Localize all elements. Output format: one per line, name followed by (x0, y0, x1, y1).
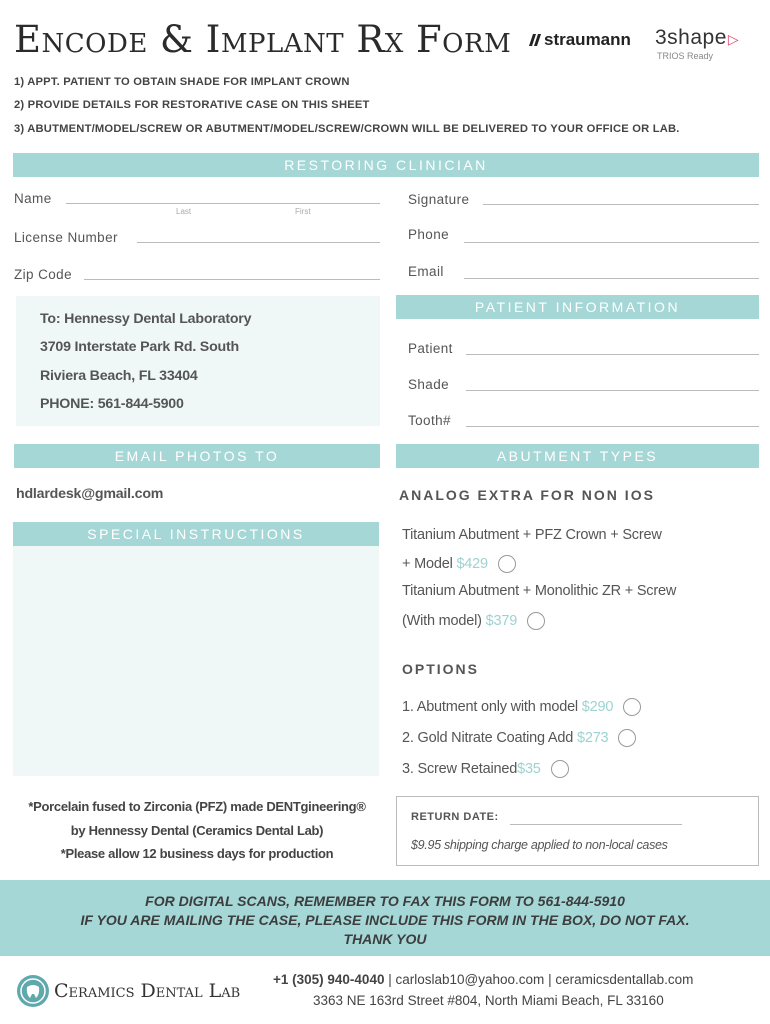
patient-field[interactable] (466, 354, 759, 355)
email-field[interactable] (464, 278, 759, 279)
ceramics-dental-lab-logo-icon (16, 974, 50, 1008)
pfz-note-line2: by Hennessy Dental (Ceramics Dental Lab) (70, 823, 324, 838)
option-2-radio[interactable] (618, 729, 636, 747)
patient-label: Patient (408, 341, 453, 356)
abutment-option-2-line2: (With model) (402, 612, 482, 629)
3shape-triangle-icon: ▷ (727, 31, 740, 47)
last-name-sublabel: Last (176, 207, 192, 216)
option-item (402, 729, 636, 747)
patient-information-heading: PATIENT INFORMATION (396, 295, 759, 319)
return-date-label: RETURN DATE: (411, 811, 499, 823)
address-phone: PHONE: 561-844-5900 (40, 396, 184, 412)
contact-line (273, 972, 693, 987)
option-item (402, 698, 641, 716)
shade-field[interactable] (466, 390, 759, 391)
email-photos-heading: EMAIL PHOTOS TO (14, 444, 380, 468)
abutment-option-2-line1: Titanium Abutment + Monolithic ZR + Screw (402, 583, 677, 599)
straumann-mark-icon (527, 32, 541, 48)
zip-code-field[interactable] (84, 279, 380, 280)
first-name-sublabel: First (295, 207, 311, 216)
form-title: Encode & Implant Rx Form (14, 18, 512, 61)
return-date-box (396, 796, 759, 866)
name-label: Name (14, 191, 52, 206)
email-label: Email (408, 264, 444, 279)
option-2-label: 2. Gold Nitrate Coating Add (402, 729, 574, 746)
contact-website: ceramicsdentallab.com (555, 972, 694, 987)
contact-address: 3363 NE 163rd Street #804, North Miami Beach, FL 33160 (313, 993, 664, 1008)
contact-separator: | (548, 972, 552, 987)
abutment-option-2-radio[interactable] (527, 612, 545, 630)
3shape-logo (655, 26, 739, 50)
abutment-option-1-line1: Titanium Abutment + PFZ Crown + Screw (402, 527, 662, 543)
tooth-field[interactable] (466, 426, 759, 427)
straumann-logo-text: straumann (544, 30, 631, 49)
straumann-logo (527, 30, 631, 50)
contact-separator: | (388, 972, 392, 987)
option-1-price: $290 (581, 698, 614, 715)
signature-field[interactable] (483, 204, 759, 205)
production-time-note: *Please allow 12 business days for production (60, 846, 334, 861)
phone-field[interactable] (464, 242, 759, 243)
tooth-label: Tooth# (408, 413, 451, 428)
signature-label: Signature (408, 192, 470, 207)
analog-extra-subheading: ANALOG EXTRA FOR NON IOS (399, 487, 655, 503)
abutment-option-1-line2: + Model (402, 555, 453, 572)
zip-code-label: Zip Code (14, 267, 72, 282)
address-to: To: Hennessy Dental Laboratory (40, 311, 252, 327)
phone-label: Phone (408, 227, 450, 242)
license-number-label: License Number (14, 230, 118, 245)
contact-email: carloslab10@yahoo.com (395, 972, 545, 987)
return-date-field[interactable] (510, 824, 682, 825)
options-heading: OPTIONS (402, 661, 480, 677)
shade-label: Shade (408, 377, 450, 392)
pfz-note: *Porcelain fused to Zirconia (PFZ) made DENTgineering® (28, 799, 366, 814)
option-3-radio[interactable] (551, 760, 569, 778)
abutment-option-1-price: $429 (456, 555, 488, 572)
special-instructions-field[interactable] (13, 546, 379, 776)
contact-phone: +1 (305) 940-4040 (273, 972, 385, 987)
abutment-option-2-price: $379 (485, 612, 518, 629)
option-1-radio[interactable] (623, 698, 641, 716)
email-photos-address: hdlardesk@gmail.com (16, 486, 164, 502)
license-number-field[interactable] (137, 242, 380, 243)
address-street: 3709 Interstate Park Rd. South (40, 339, 239, 355)
shipping-charge-note: $9.95 shipping charge applied to non-local cases (411, 838, 668, 852)
special-instructions-heading: SPECIAL INSTRUCTIONS (13, 522, 379, 546)
fax-instruction: FOR DIGITAL SCANS, REMEMBER TO FAX THIS FORM TO 561-844-5910 (145, 893, 625, 909)
option-2-price: $273 (576, 729, 609, 746)
option-3-price: $35 (517, 760, 541, 777)
restoring-clinician-heading: RESTORING CLINICIAN (13, 153, 759, 177)
instruction-1: 1) APPT. PATIENT TO OBTAIN SHADE FOR IMPLANT CROWN (14, 76, 350, 88)
instruction-2: 2) PROVIDE DETAILS FOR RESTORATIVE CASE ON THIS SHEET (14, 99, 370, 111)
address-city: Riviera Beach, FL 33404 (40, 368, 198, 384)
abutment-option-2 (402, 612, 545, 630)
ceramics-dental-lab-name: Ceramics Dental Lab (54, 980, 241, 1002)
option-3-label: 3. Screw Retained (402, 760, 518, 777)
thank-you: THANK YOU (343, 931, 427, 947)
name-field[interactable] (66, 203, 380, 204)
abutment-types-heading: ABUTMENT TYPES (396, 444, 759, 468)
abutment-option-1 (402, 555, 516, 573)
3shape-logo-text: 3shape (655, 26, 727, 49)
instruction-3: 3) ABUTMENT/MODEL/SCREW OR ABUTMENT/MODEL/SCREW/CROWN WILL BE DELIVERED TO YOUR OFFICE OR LAB. (14, 123, 680, 135)
trios-ready-label: TRIOS Ready (657, 51, 714, 61)
mail-instruction: IF YOU ARE MAILING THE CASE, PLEASE INCLUDE THIS FORM IN THE BOX, DO NOT FAX. (80, 912, 690, 928)
abutment-option-1-radio[interactable] (498, 555, 516, 573)
option-1-label: 1. Abutment only with model (402, 698, 578, 715)
option-item (402, 760, 569, 778)
